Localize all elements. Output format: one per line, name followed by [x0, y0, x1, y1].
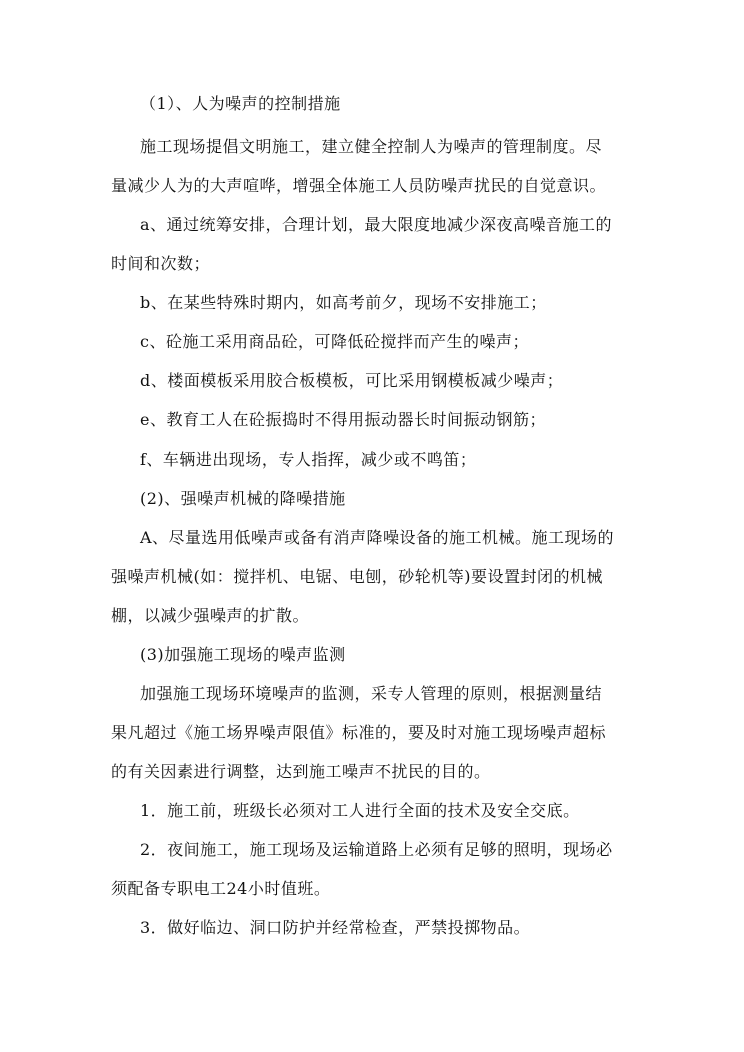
list-item-f: f、车辆进出现场，专人指挥，减少或不鸣笛； [140, 450, 477, 469]
paragraph-line: 施工现场提倡文明施工，建立健全控制人为噪声的管理制度。尽 [140, 137, 603, 156]
list-item-d: d、楼面模板采用胶合板模板，可比采用钢模板减少噪声； [140, 371, 564, 390]
heading-3: (3)加强施工现场的噪声监测 [140, 645, 346, 664]
numbered-item-2-cont: 须配备专职电工24小时值班。 [111, 879, 331, 898]
numbered-item-1: 1．施工前，班级长必须对工人进行全面的技术及安全交底。 [140, 801, 580, 820]
paragraph-line: A、尽量选用低噪声或备有消声降噪设备的施工机械。施工现场的 [140, 528, 615, 547]
paragraph-line: 棚，以减少强噪声的扩散。 [111, 606, 310, 625]
paragraph-line: 强噪声机械(如：搅拌机、电锯、电刨，砂轮机等)要设置封闭的机械 [111, 567, 603, 586]
paragraph-line: 量减少人为的大声喧哗，增强全体施工人员防噪声扰民的自觉意识。 [111, 176, 607, 195]
numbered-item-3: 3．做好临边、洞口防护并经常检查，严禁投掷物品。 [140, 918, 531, 937]
heading-1: （1）、人为噪声的控制措施 [140, 94, 341, 113]
list-item-a-cont: 时间和次数； [111, 254, 211, 273]
paragraph-line: 果凡超过《施工场界噪声限值》标准的，要及时对施工现场噪声超标 [111, 723, 607, 742]
list-item-c: c、砼施工采用商品砼，可降低砼搅拌而产生的噪声； [140, 332, 529, 351]
list-item-e: e、教育工人在砼振捣时不得用振动器长时间振动钢筋； [140, 410, 546, 429]
list-item-a: a、通过统筹安排，合理计划，最大限度地减少深夜高噪音施工的 [140, 215, 613, 234]
list-item-b: b、在某些特殊时期内，如高考前夕，现场不安排施工； [140, 293, 547, 312]
paragraph-line: 加强施工现场环境噪声的监测，采专人管理的原则，根据测量结 [140, 684, 603, 703]
paragraph-line: 的有关因素进行调整，达到施工噪声不扰民的目的。 [111, 762, 491, 781]
heading-2: (2)、强噪声机械的降噪措施 [140, 489, 346, 508]
numbered-item-2: 2．夜间施工，施工现场及运输道路上必须有足够的照明，现场必 [140, 840, 613, 859]
